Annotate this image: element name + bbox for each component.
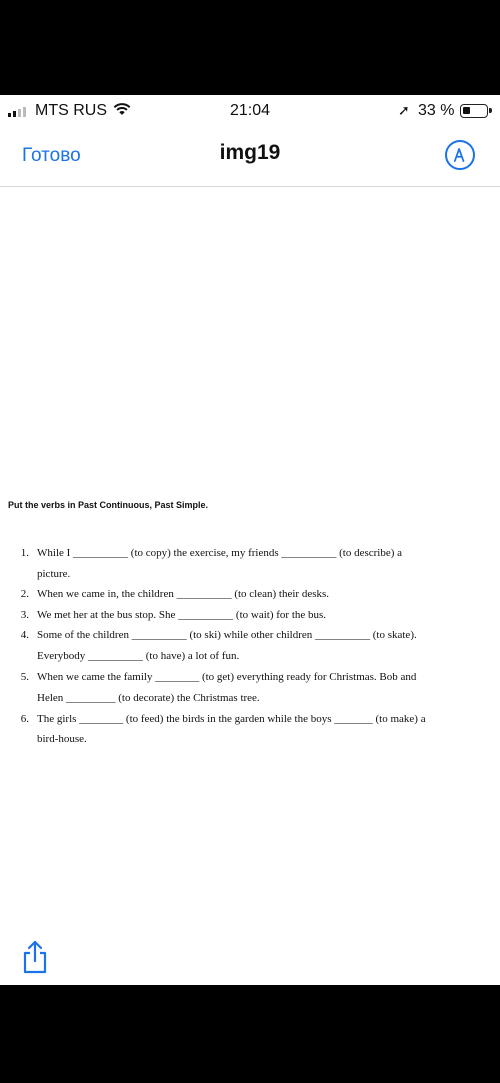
- item-text-continued: bird-house.: [37, 733, 87, 745]
- item-text-continued: picture.: [37, 568, 71, 580]
- list-item: [12, 629, 417, 641]
- item-text: We met her at the bus stop. She __________ (to wait) for the bus.: [37, 609, 327, 621]
- item-number: 3.: [20, 609, 29, 621]
- item-text: When we came the family ________ (to get) everything ready for Christmas. Bob and: [37, 671, 417, 683]
- carrier-name: MTS RUS: [35, 102, 107, 119]
- share-icon[interactable]: [20, 939, 50, 975]
- item-number: 1.: [20, 547, 29, 559]
- item-text: Some of the children __________ (to ski) while other children __________ (to skate).: [37, 629, 417, 641]
- item-text-continued: Helen _________ (to decorate) the Christmas tree.: [37, 692, 260, 704]
- item-text: When we came in, the children __________ (to clean) their desks.: [37, 588, 330, 600]
- document-page: [0, 187, 500, 937]
- markup-icon[interactable]: [445, 140, 475, 170]
- bottom-toolbar: [0, 937, 500, 985]
- status-bar: [0, 95, 500, 131]
- done-button[interactable]: Готово: [22, 145, 81, 166]
- list-item: [12, 671, 416, 683]
- list-item: [12, 588, 329, 600]
- preview-screen: [0, 95, 500, 985]
- item-text: The girls ________ (to feed) the birds in the garden while the boys _______ (to make) a: [37, 713, 426, 725]
- battery-icon: [460, 104, 488, 118]
- item-number: 5.: [20, 671, 29, 683]
- list-item: [12, 713, 426, 725]
- item-number: 4.: [20, 629, 29, 641]
- item-text-continued: Everybody __________ (to have) a lot of fun.: [37, 650, 240, 662]
- location-arrow-icon: ➚: [398, 103, 410, 119]
- clock: 21:04: [229, 102, 271, 119]
- item-number: 2.: [20, 588, 29, 600]
- navigation-bar: [0, 131, 500, 187]
- battery-percentage: 33 %: [418, 102, 455, 119]
- item-number: 6.: [20, 713, 29, 725]
- item-text: While I __________ (to copy) the exercise, my friends __________ (to describe) a: [37, 547, 403, 559]
- exercise-instruction: Put the verbs in Past Continuous, Past Simple.: [8, 500, 209, 510]
- document-title: img19: [219, 141, 281, 164]
- list-item: [12, 547, 402, 559]
- list-item: [12, 609, 326, 621]
